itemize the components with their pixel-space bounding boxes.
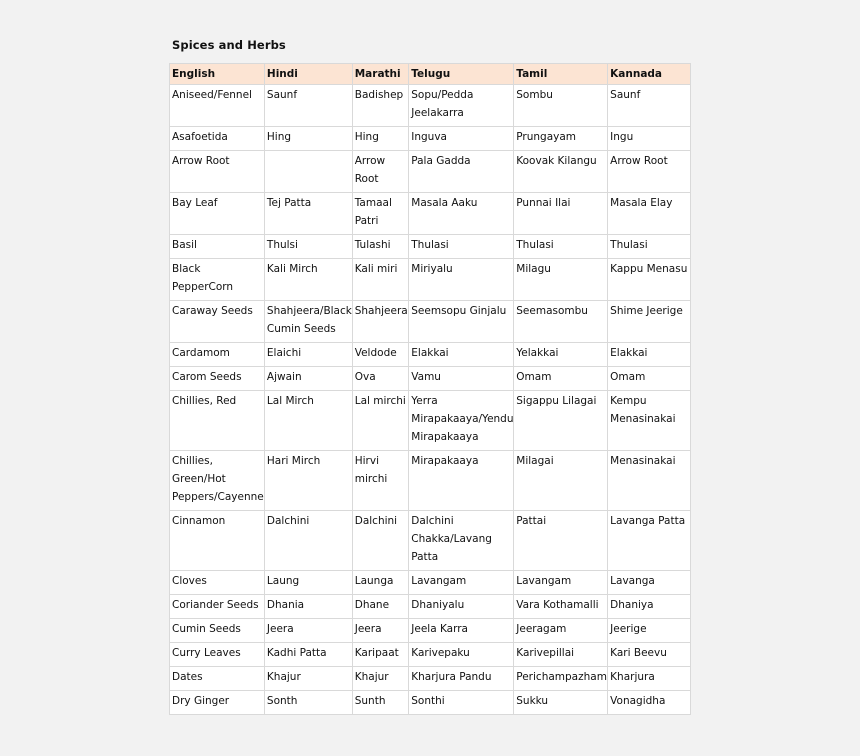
table-row xyxy=(170,151,690,192)
table-cell-english: Basil xyxy=(170,235,264,258)
table-cell-marathi: Arrow Root xyxy=(353,151,409,192)
table-cell-hindi: Jeera xyxy=(265,619,352,642)
table-cell-marathi: Launga xyxy=(353,571,409,594)
column-header-marathi: Marathi xyxy=(353,64,409,84)
table-cell-tamil: Jeeragam xyxy=(514,619,607,642)
table-cell-hindi xyxy=(265,151,352,192)
table-cell-english: Chillies, Green/Hot Peppers/Cayenne xyxy=(170,451,264,510)
table-cell-hindi: Khajur xyxy=(265,667,352,690)
table-cell-marathi: Tamaal Patri xyxy=(353,193,409,234)
table-cell-kannada: Thulasi xyxy=(608,235,690,258)
table-cell-tamil: Koovak Kilangu xyxy=(514,151,607,192)
table-cell-kannada: Omam xyxy=(608,367,690,390)
table-cell-english: Arrow Root xyxy=(170,151,264,192)
table-cell-telugu: Yerra Mirapakaaya/Yendu Mirapakaaya xyxy=(409,391,513,450)
table-cell-tamil: Sigappu Lilagai xyxy=(514,391,607,450)
table-cell-hindi: Thulsi xyxy=(265,235,352,258)
table-cell-tamil: Milagai xyxy=(514,451,607,510)
table-cell-kannada: Jeerige xyxy=(608,619,690,642)
table-cell-english: Curry Leaves xyxy=(170,643,264,666)
table-cell-tamil: Seemasombu xyxy=(514,301,607,342)
table-cell-telugu: Kharjura Pandu xyxy=(409,667,513,690)
table-cell-kannada: Masala Elay xyxy=(608,193,690,234)
table-row xyxy=(170,259,690,300)
table-row xyxy=(170,643,690,666)
table-cell-hindi: Ajwain xyxy=(265,367,352,390)
table-cell-tamil: Perichampazham xyxy=(514,667,607,690)
table-cell-hindi: Hing xyxy=(265,127,352,150)
table-cell-hindi: Shahjeera/Black Cumin Seeds xyxy=(265,301,352,342)
table-cell-marathi: Hirvi mirchi xyxy=(353,451,409,510)
table-row xyxy=(170,235,690,258)
table-cell-tamil: Vara Kothamalli xyxy=(514,595,607,618)
table-header-row xyxy=(170,64,690,84)
table-row xyxy=(170,301,690,342)
column-header-english: English xyxy=(170,64,264,84)
table-cell-marathi: Dhane xyxy=(353,595,409,618)
table-cell-hindi: Dhania xyxy=(265,595,352,618)
table-cell-telugu: Thulasi xyxy=(409,235,513,258)
table-row xyxy=(170,127,690,150)
table-cell-marathi: Jeera xyxy=(353,619,409,642)
column-header-kannada: Kannada xyxy=(608,64,690,84)
column-header-tamil: Tamil xyxy=(514,64,607,84)
table-cell-english: Asafoetida xyxy=(170,127,264,150)
table-cell-telugu: Dhaniyalu xyxy=(409,595,513,618)
table-row xyxy=(170,451,690,510)
table-cell-hindi: Saunf xyxy=(265,85,352,126)
table-row xyxy=(170,667,690,690)
table-row xyxy=(170,571,690,594)
table-cell-kannada: Menasinakai xyxy=(608,451,690,510)
table-cell-kannada: Saunf xyxy=(608,85,690,126)
table-cell-hindi: Lal Mirch xyxy=(265,391,352,450)
table-cell-english: Caraway Seeds xyxy=(170,301,264,342)
table-cell-kannada: Kharjura xyxy=(608,667,690,690)
table-cell-kannada: Arrow Root xyxy=(608,151,690,192)
table-cell-marathi: Tulashi xyxy=(353,235,409,258)
table-cell-marathi: Karipaat xyxy=(353,643,409,666)
table-cell-telugu: Pala Gadda xyxy=(409,151,513,192)
table-cell-kannada: Elakkai xyxy=(608,343,690,366)
table-cell-hindi: Kadhi Patta xyxy=(265,643,352,666)
table-cell-marathi: Veldode xyxy=(353,343,409,366)
table-cell-marathi: Kali miri xyxy=(353,259,409,300)
table-cell-telugu: Dalchini Chakka/Lavang Patta xyxy=(409,511,513,570)
table-cell-marathi: Ova xyxy=(353,367,409,390)
table-cell-kannada: Kari Beevu xyxy=(608,643,690,666)
table-cell-english: Black PepperCorn xyxy=(170,259,264,300)
table-cell-english: Chillies, Red xyxy=(170,391,264,450)
table-cell-marathi: Sunth xyxy=(353,691,409,714)
table-cell-tamil: Thulasi xyxy=(514,235,607,258)
table-cell-marathi: Badishep xyxy=(353,85,409,126)
table-cell-english: Dates xyxy=(170,667,264,690)
page-title: Spices and Herbs xyxy=(172,38,286,52)
table-cell-english: Cinnamon xyxy=(170,511,264,570)
table-cell-telugu: Mirapakaaya xyxy=(409,451,513,510)
table-cell-telugu: Vamu xyxy=(409,367,513,390)
table-cell-telugu: Seemsopu Ginjalu xyxy=(409,301,513,342)
table-cell-hindi: Dalchini xyxy=(265,511,352,570)
table-cell-telugu: Sonthi xyxy=(409,691,513,714)
table-cell-marathi: Dalchini xyxy=(353,511,409,570)
table-cell-telugu: Jeela Karra xyxy=(409,619,513,642)
table-cell-kannada: Lavanga xyxy=(608,571,690,594)
table-cell-english: Aniseed/Fennel xyxy=(170,85,264,126)
table-cell-hindi: Hari Mirch xyxy=(265,451,352,510)
table-row xyxy=(170,343,690,366)
column-header-telugu: Telugu xyxy=(409,64,513,84)
table-cell-telugu: Masala Aaku xyxy=(409,193,513,234)
table-cell-telugu: Karivepaku xyxy=(409,643,513,666)
table-cell-hindi: Tej Patta xyxy=(265,193,352,234)
table-cell-telugu: Elakkai xyxy=(409,343,513,366)
table-cell-english: Cumin Seeds xyxy=(170,619,264,642)
table-cell-marathi: Lal mirchi xyxy=(353,391,409,450)
table-cell-tamil: Prungayam xyxy=(514,127,607,150)
table-row xyxy=(170,595,690,618)
table-row xyxy=(170,391,690,450)
table-cell-tamil: Yelakkai xyxy=(514,343,607,366)
table-cell-tamil: Lavangam xyxy=(514,571,607,594)
table-cell-tamil: Punnai Ilai xyxy=(514,193,607,234)
table-cell-english: Coriander Seeds xyxy=(170,595,264,618)
table-row xyxy=(170,193,690,234)
table-cell-english: Cloves xyxy=(170,571,264,594)
table-cell-telugu: Inguva xyxy=(409,127,513,150)
table-cell-kannada: Kempu Menasinakai xyxy=(608,391,690,450)
table-cell-hindi: Sonth xyxy=(265,691,352,714)
table-cell-tamil: Milagu xyxy=(514,259,607,300)
table-cell-kannada: Vonagidha xyxy=(608,691,690,714)
table-cell-telugu: Miriyalu xyxy=(409,259,513,300)
table-cell-english: Bay Leaf xyxy=(170,193,264,234)
table-cell-tamil: Karivepillai xyxy=(514,643,607,666)
table-cell-kannada: Ingu xyxy=(608,127,690,150)
table-cell-marathi: Hing xyxy=(353,127,409,150)
table-cell-telugu: Lavangam xyxy=(409,571,513,594)
table-cell-tamil: Pattai xyxy=(514,511,607,570)
table-row xyxy=(170,619,690,642)
table-cell-kannada: Shime Jeerige xyxy=(608,301,690,342)
table-cell-tamil: Omam xyxy=(514,367,607,390)
table-cell-kannada: Dhaniya xyxy=(608,595,690,618)
table-cell-english: Cardamom xyxy=(170,343,264,366)
table-cell-kannada: Lavanga Patta xyxy=(608,511,690,570)
table-row xyxy=(170,511,690,570)
table-cell-hindi: Laung xyxy=(265,571,352,594)
table-cell-telugu: Sopu/Pedda Jeelakarra xyxy=(409,85,513,126)
table-row xyxy=(170,691,690,714)
table-cell-english: Dry Ginger xyxy=(170,691,264,714)
spice-translation-table xyxy=(169,63,691,715)
table-cell-marathi: Shahjeera xyxy=(353,301,409,342)
column-header-hindi: Hindi xyxy=(265,64,352,84)
table-cell-hindi: Kali Mirch xyxy=(265,259,352,300)
table-cell-kannada: Kappu Menasu xyxy=(608,259,690,300)
table-cell-tamil: Sukku xyxy=(514,691,607,714)
table-row xyxy=(170,367,690,390)
table-body xyxy=(170,85,690,714)
table-cell-tamil: Sombu xyxy=(514,85,607,126)
table-row xyxy=(170,85,690,126)
table-cell-marathi: Khajur xyxy=(353,667,409,690)
table-cell-hindi: Elaichi xyxy=(265,343,352,366)
table-cell-english: Carom Seeds xyxy=(170,367,264,390)
